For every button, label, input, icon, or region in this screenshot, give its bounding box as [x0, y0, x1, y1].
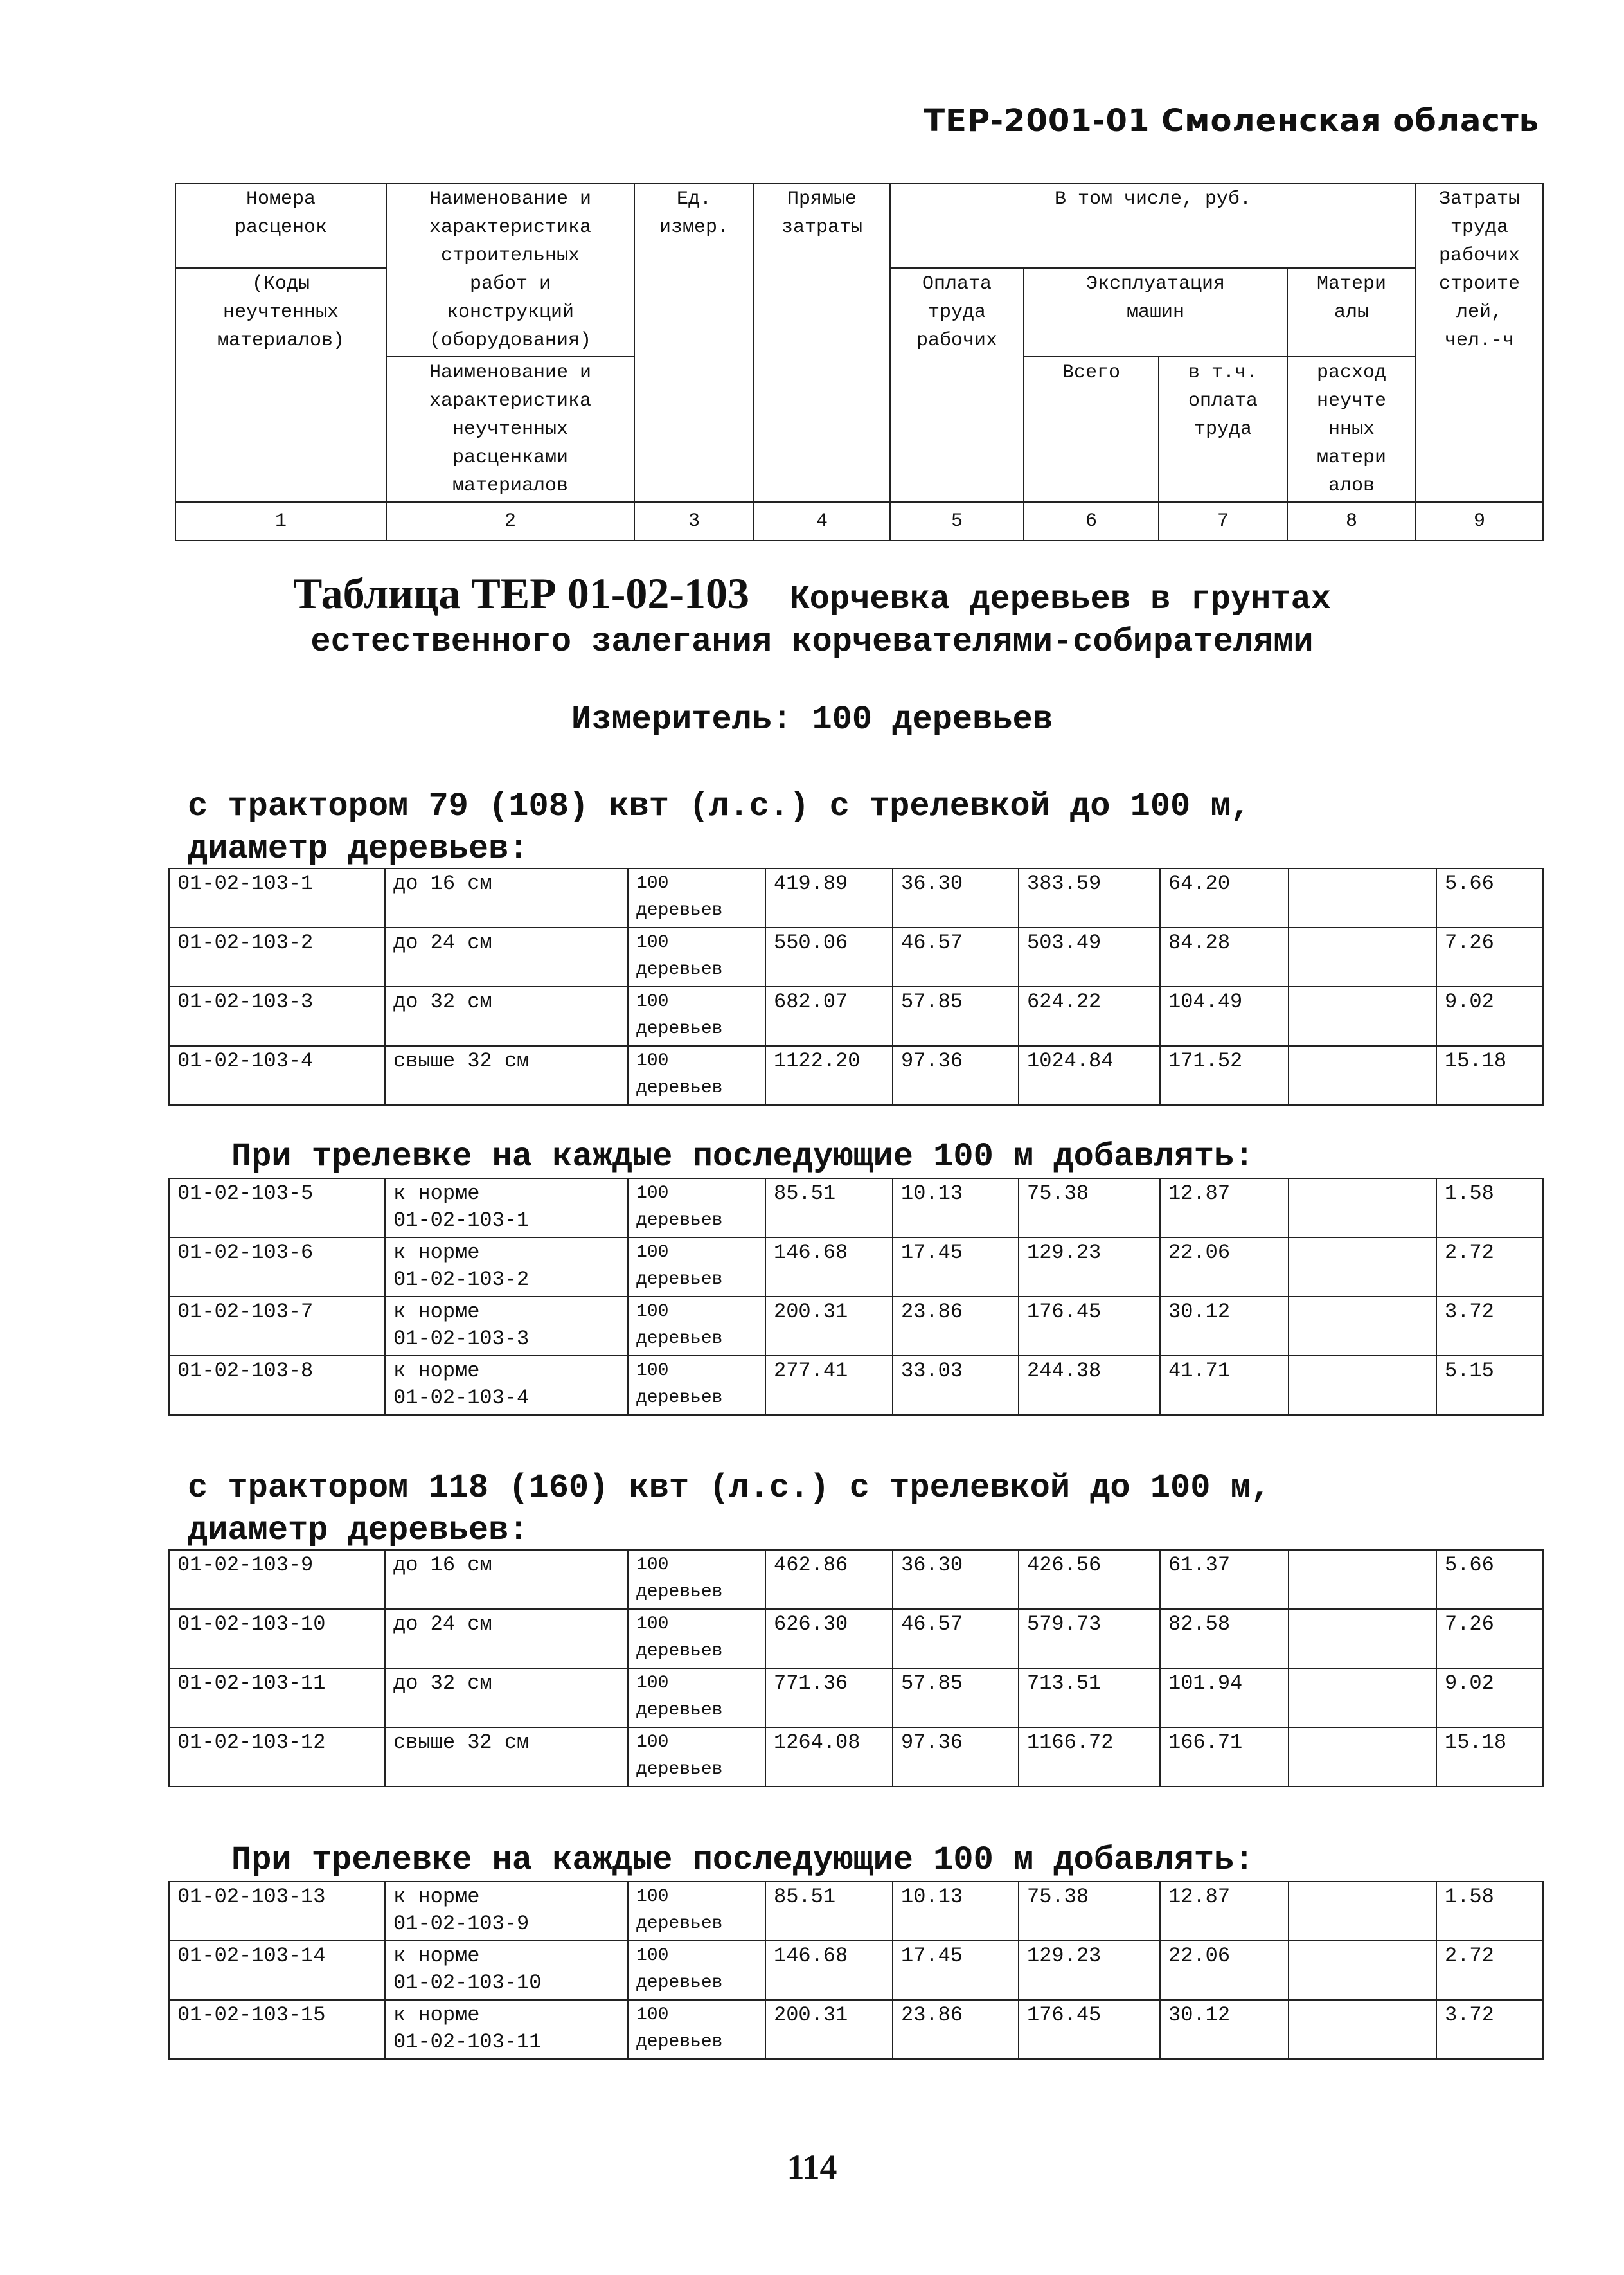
machines-labor-pay: 30.12 — [1160, 2000, 1289, 2059]
labor-hours: 1.58 — [1436, 1178, 1543, 1237]
labor-pay: 46.57 — [893, 928, 1019, 987]
labor-hours: 15.18 — [1436, 1046, 1543, 1105]
machines-labor-pay: 22.06 — [1160, 1237, 1289, 1297]
machines-labor-pay: 171.52 — [1160, 1046, 1289, 1105]
header-materials-usage: расход неучте нных матери алов — [1287, 357, 1416, 502]
labor-hours: 9.02 — [1436, 987, 1543, 1046]
labor-hours: 2.72 — [1436, 1941, 1543, 2000]
unit-of-measure: 100 деревьев — [628, 2000, 765, 2059]
labor-hours: 2.72 — [1436, 1237, 1543, 1297]
rate-code: 01-02-103-9 — [169, 1550, 385, 1609]
machines-total: 1166.72 — [1019, 1727, 1160, 1786]
work-name: свыше 32 см — [385, 1046, 628, 1105]
header-unit: Ед. измер. — [634, 183, 754, 502]
machines-total: 129.23 — [1019, 1941, 1160, 2000]
header-machines-labor: в т.ч. оплата труда — [1159, 357, 1287, 502]
labor-pay: 17.45 — [893, 1941, 1019, 2000]
unit-of-measure: 100 деревьев — [628, 1237, 765, 1297]
direct-costs: 771.36 — [765, 1668, 893, 1727]
table-row — [169, 1178, 1543, 1237]
machines-total: 75.38 — [1019, 1178, 1160, 1237]
machines-total: 579.73 — [1019, 1609, 1160, 1668]
table-title-line1: Корчевка деревьев в грунтах — [789, 580, 1331, 618]
direct-costs: 682.07 — [765, 987, 893, 1046]
rate-code: 01-02-103-14 — [169, 1941, 385, 2000]
machines-total: 713.51 — [1019, 1668, 1160, 1727]
additional-rates-table — [168, 1881, 1544, 2060]
table-row — [169, 1356, 1543, 1415]
direct-costs: 200.31 — [765, 1297, 893, 1356]
labor-pay: 23.86 — [893, 1297, 1019, 1356]
column-number: 9 — [1416, 502, 1543, 541]
work-name: до 32 см — [385, 987, 628, 1046]
column-number: 8 — [1287, 502, 1416, 541]
unit-of-measure: 100 деревьев — [628, 1356, 765, 1415]
rate-code: 01-02-103-5 — [169, 1178, 385, 1237]
unit-of-measure: 100 деревьев — [628, 928, 765, 987]
direct-costs: 550.06 — [765, 928, 893, 987]
work-name: до 24 см — [385, 1609, 628, 1668]
unit-of-measure: 100 деревьев — [628, 1882, 765, 1941]
direct-costs: 1264.08 — [765, 1727, 893, 1786]
column-number: 1 — [175, 502, 386, 541]
machines-total: 176.45 — [1019, 2000, 1160, 2059]
machines-labor-pay: 30.12 — [1160, 1297, 1289, 1356]
labor-hours: 9.02 — [1436, 1668, 1543, 1727]
work-name: до 32 см — [385, 1668, 628, 1727]
unit-of-measure: 100 деревьев — [628, 1178, 765, 1237]
header-labor-pay: Оплата труда рабочих — [890, 268, 1024, 502]
table-row — [169, 868, 1543, 928]
materials-cost — [1289, 868, 1436, 928]
unit-of-measure: 100 деревьев — [628, 1727, 765, 1786]
machines-total: 75.38 — [1019, 1882, 1160, 1941]
column-number: 7 — [1159, 502, 1287, 541]
materials-cost — [1289, 1882, 1436, 1941]
machines-total: 624.22 — [1019, 987, 1160, 1046]
document-header-title: ТЕР-2001-01 Смоленская область — [924, 103, 1539, 139]
materials-cost — [1289, 2000, 1436, 2059]
measure-unit: Измеритель: 100 деревьев — [571, 701, 1053, 739]
machines-labor-pay: 101.94 — [1160, 1668, 1289, 1727]
rate-code: 01-02-103-7 — [169, 1297, 385, 1356]
work-name: к норме 01-02-103-2 — [385, 1237, 628, 1297]
direct-costs: 462.86 — [765, 1550, 893, 1609]
header-material-codes: (Коды неучтенных материалов) — [175, 268, 386, 502]
labor-hours: 7.26 — [1436, 1609, 1543, 1668]
labor-hours: 7.26 — [1436, 928, 1543, 987]
machines-total: 129.23 — [1019, 1237, 1160, 1297]
materials-cost — [1289, 1356, 1436, 1415]
machines-total: 176.45 — [1019, 1297, 1160, 1356]
materials-cost — [1289, 928, 1436, 987]
materials-cost — [1289, 1727, 1436, 1786]
additional-heading: При трелевке на каждые последующие 100 м добавлять: — [231, 1138, 1254, 1176]
materials-cost — [1289, 1237, 1436, 1297]
rate-code: 01-02-103-3 — [169, 987, 385, 1046]
direct-costs: 146.68 — [765, 1237, 893, 1297]
work-name: к норме 01-02-103-1 — [385, 1178, 628, 1237]
machines-total: 503.49 — [1019, 928, 1160, 987]
unit-of-measure: 100 деревьев — [628, 1046, 765, 1105]
table-row — [169, 1609, 1543, 1668]
labor-hours: 3.72 — [1436, 1297, 1543, 1356]
labor-hours: 3.72 — [1436, 2000, 1543, 2059]
labor-pay: 10.13 — [893, 1178, 1019, 1237]
direct-costs: 85.51 — [765, 1178, 893, 1237]
machines-total: 244.38 — [1019, 1356, 1160, 1415]
table-row — [169, 928, 1543, 987]
unit-of-measure: 100 деревьев — [628, 1297, 765, 1356]
machines-labor-pay: 61.37 — [1160, 1550, 1289, 1609]
machines-labor-pay: 64.20 — [1160, 868, 1289, 928]
direct-costs: 277.41 — [765, 1356, 893, 1415]
table-row — [169, 987, 1543, 1046]
table-row — [169, 1941, 1543, 2000]
unit-of-measure: 100 деревьев — [628, 987, 765, 1046]
header-direct-costs: Прямые затраты — [754, 183, 890, 502]
work-name: к норме 01-02-103-11 — [385, 2000, 628, 2059]
page-number: 114 — [787, 2148, 837, 2186]
work-name: до 16 см — [385, 1550, 628, 1609]
rate-code: 01-02-103-15 — [169, 2000, 385, 2059]
labor-pay: 36.30 — [893, 1550, 1019, 1609]
machines-labor-pay: 84.28 — [1160, 928, 1289, 987]
column-number: 3 — [634, 502, 754, 541]
rate-code: 01-02-103-8 — [169, 1356, 385, 1415]
additional-heading: При трелевке на каждые последующие 100 м добавлять: — [231, 1841, 1254, 1879]
rate-code: 01-02-103-6 — [169, 1237, 385, 1297]
materials-cost — [1289, 1609, 1436, 1668]
header-materials: Матери алы — [1287, 268, 1416, 357]
column-number: 6 — [1024, 502, 1159, 541]
materials-cost — [1289, 1178, 1436, 1237]
materials-cost — [1289, 1550, 1436, 1609]
table-row — [169, 1668, 1543, 1727]
unit-of-measure: 100 деревьев — [628, 1609, 765, 1668]
rates-table — [168, 1549, 1544, 1787]
labor-hours: 5.66 — [1436, 868, 1543, 928]
labor-pay: 57.85 — [893, 987, 1019, 1046]
labor-pay: 97.36 — [893, 1046, 1019, 1105]
work-name: до 24 см — [385, 928, 628, 987]
labor-pay: 23.86 — [893, 2000, 1019, 2059]
machines-labor-pay: 104.49 — [1160, 987, 1289, 1046]
column-number: 4 — [754, 502, 890, 541]
section-heading: с трактором 79 (108) квт (л.с.) с трелевкой до 100 м, диаметр деревьев: — [188, 787, 1251, 868]
work-name: к норме 01-02-103-10 — [385, 1941, 628, 2000]
table-row — [169, 1046, 1543, 1105]
table-row — [169, 1882, 1543, 1941]
labor-hours: 5.66 — [1436, 1550, 1543, 1609]
labor-hours: 1.58 — [1436, 1882, 1543, 1941]
table-title-line2: естественного залегания корчевателями-собирателями — [310, 623, 1314, 661]
materials-cost — [1289, 1046, 1436, 1105]
header-machine-operation: Эксплуатация машин — [1024, 268, 1287, 357]
direct-costs: 85.51 — [765, 1882, 893, 1941]
labor-pay: 57.85 — [893, 1668, 1019, 1727]
rate-code: 01-02-103-13 — [169, 1882, 385, 1941]
labor-hours: 5.15 — [1436, 1356, 1543, 1415]
rate-code: 01-02-103-1 — [169, 868, 385, 928]
work-name: к норме 01-02-103-4 — [385, 1356, 628, 1415]
work-name: к норме 01-02-103-3 — [385, 1297, 628, 1356]
header-material-names: Наименование и характеристика неучтенных расценками материалов — [386, 357, 634, 502]
unit-of-measure: 100 деревьев — [628, 1668, 765, 1727]
work-name: свыше 32 см — [385, 1727, 628, 1786]
materials-cost — [1289, 1668, 1436, 1727]
labor-pay: 97.36 — [893, 1727, 1019, 1786]
column-number: 5 — [890, 502, 1024, 541]
header-work-name: Наименование и характеристика строительных работ и конструкций (оборудования) — [386, 183, 634, 357]
additional-rates-table — [168, 1178, 1544, 1416]
machines-labor-pay: 82.58 — [1160, 1609, 1289, 1668]
materials-cost — [1289, 1297, 1436, 1356]
table-row — [169, 1727, 1543, 1786]
column-number: 2 — [386, 502, 634, 541]
direct-costs: 419.89 — [765, 868, 893, 928]
rate-code: 01-02-103-12 — [169, 1727, 385, 1786]
machines-labor-pay: 12.87 — [1160, 1178, 1289, 1237]
table-number: Таблица ТЕР 01-02-103 — [293, 569, 750, 618]
work-name: к норме 01-02-103-9 — [385, 1882, 628, 1941]
header-rate-number: Номера расценок — [175, 183, 386, 268]
direct-costs: 200.31 — [765, 2000, 893, 2059]
unit-of-measure: 100 деревьев — [628, 868, 765, 928]
unit-of-measure: 100 деревьев — [628, 1550, 765, 1609]
work-name: до 16 см — [385, 868, 628, 928]
machines-labor-pay: 41.71 — [1160, 1356, 1289, 1415]
rate-code: 01-02-103-2 — [169, 928, 385, 987]
table-row — [169, 1237, 1543, 1297]
machines-labor-pay: 12.87 — [1160, 1882, 1289, 1941]
labor-pay: 10.13 — [893, 1882, 1019, 1941]
table-row — [169, 2000, 1543, 2059]
direct-costs: 626.30 — [765, 1609, 893, 1668]
rate-code: 01-02-103-10 — [169, 1609, 385, 1668]
machines-total: 426.56 — [1019, 1550, 1160, 1609]
machines-labor-pay: 22.06 — [1160, 1941, 1289, 2000]
table-row — [169, 1550, 1543, 1609]
column-header-table — [175, 183, 1544, 541]
materials-cost — [1289, 987, 1436, 1046]
machines-labor-pay: 166.71 — [1160, 1727, 1289, 1786]
machines-total: 1024.84 — [1019, 1046, 1160, 1105]
unit-of-measure: 100 деревьев — [628, 1941, 765, 2000]
header-labor-hours: Затраты труда рабочих строите лей, чел.-ч — [1416, 183, 1543, 502]
section-heading: с трактором 118 (160) квт (л.с.) с трелевкой до 100 м, диаметр деревьев: — [188, 1469, 1271, 1549]
rate-code: 01-02-103-4 — [169, 1046, 385, 1105]
labor-pay: 17.45 — [893, 1237, 1019, 1297]
rate-code: 01-02-103-11 — [169, 1668, 385, 1727]
machines-total: 383.59 — [1019, 868, 1160, 928]
header-including: В том числе, руб. — [890, 183, 1416, 268]
table-title — [0, 569, 1624, 663]
labor-pay: 36.30 — [893, 868, 1019, 928]
labor-pay: 33.03 — [893, 1356, 1019, 1415]
labor-pay: 46.57 — [893, 1609, 1019, 1668]
materials-cost — [1289, 1941, 1436, 2000]
direct-costs: 146.68 — [765, 1941, 893, 2000]
header-machines-total: Всего — [1024, 357, 1159, 502]
rates-table — [168, 868, 1544, 1106]
labor-hours: 15.18 — [1436, 1727, 1543, 1786]
table-row — [169, 1297, 1543, 1356]
direct-costs: 1122.20 — [765, 1046, 893, 1105]
